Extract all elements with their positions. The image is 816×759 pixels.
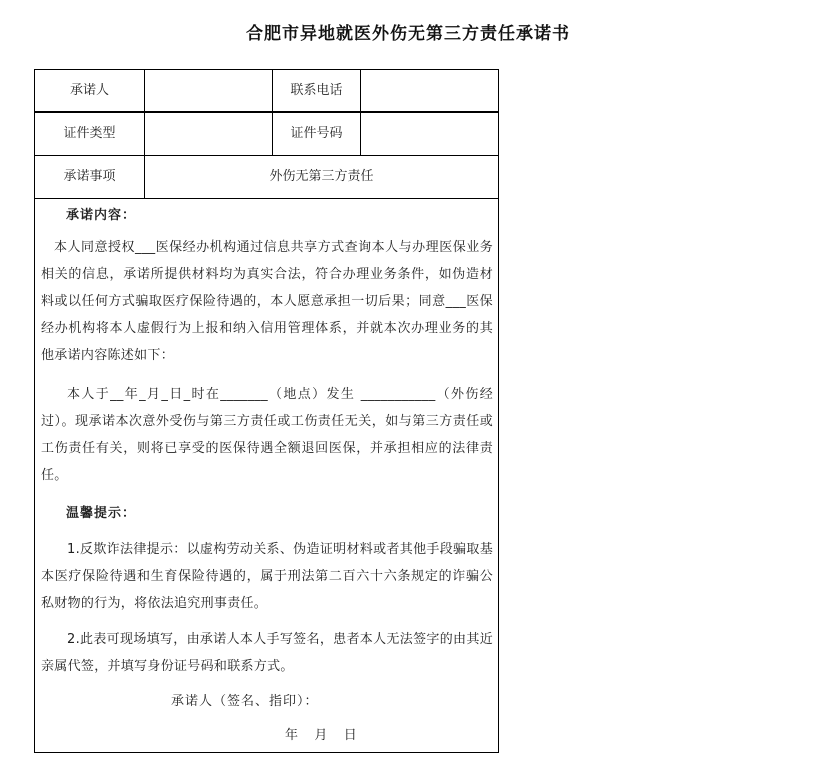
label-committer: 承诺人 bbox=[69, 83, 109, 98]
tips-heading: 温馨提示： bbox=[66, 506, 137, 521]
column-divider bbox=[144, 70, 145, 199]
tip-fraud-warning: 1.反欺诈法律提示：以虚构劳动关系、伪造证明材料或者其他手段骗取基本医疗保险待遇和生育保险待遇的，属于刑法第二百六十六条规定的诈骗公私财物的行为，将依法追究刑事责任。 bbox=[41, 542, 493, 611]
label-id-number: 证件号码 bbox=[290, 126, 343, 141]
label-commitment-item: 承诺事项 bbox=[63, 169, 116, 184]
document-title: 合肥市异地就医外伤无第三方责任承诺书 bbox=[246, 24, 570, 44]
signature-date: 年 月 日 bbox=[285, 728, 358, 743]
commitment-form bbox=[34, 69, 499, 753]
committer-value-field[interactable] bbox=[145, 70, 272, 112]
signature-label: 承诺人（签名、指印）： bbox=[171, 694, 319, 709]
tip-signature-instruction: 2.此表可现场填写，由承诺人本人手写签名，患者本人无法签字的由其近亲属代签，并填写身份证号码和联系方式。 bbox=[41, 632, 493, 674]
column-divider bbox=[272, 70, 273, 156]
commitment-content-heading: 承诺内容： bbox=[66, 208, 137, 223]
phone-value-field[interactable] bbox=[361, 70, 498, 112]
row-divider bbox=[35, 155, 498, 156]
label-phone: 联系电话 bbox=[290, 83, 343, 98]
id-number-value-field[interactable] bbox=[361, 113, 498, 155]
commitment-paragraph-1: 本人同意授权___医保经办机构通过信息共享方式查询本人与办理医保业务相关的信息，承诺所提供材料均为真实合法，符合办理业务条件，如伪造材料或以任何方式骗取医疗保险待遇的，本人愿意承担一切后果；同意___医保经办机构将本人虚假行为上报和纳入信用管理体系，并就本次办理业务的其他承诺内容陈述如下： bbox=[41, 240, 493, 363]
commitment-paragraph-2: 本人于__年_月_日_时在_______（地点）发生 ___________（外伤经过）。现承诺本次意外受伤与第三方责任或工伤责任无关，如与第三方责任或工伤责任有关，则将已享受的医保待遇全额退回医保，并承担相应的法律责任。 bbox=[41, 387, 493, 483]
column-divider bbox=[360, 70, 361, 156]
commitment-item-value: 外伤无第三方责任 bbox=[269, 169, 374, 184]
id-type-value-field[interactable] bbox=[145, 113, 272, 155]
label-id-type: 证件类型 bbox=[63, 126, 116, 141]
row-divider bbox=[35, 198, 498, 199]
